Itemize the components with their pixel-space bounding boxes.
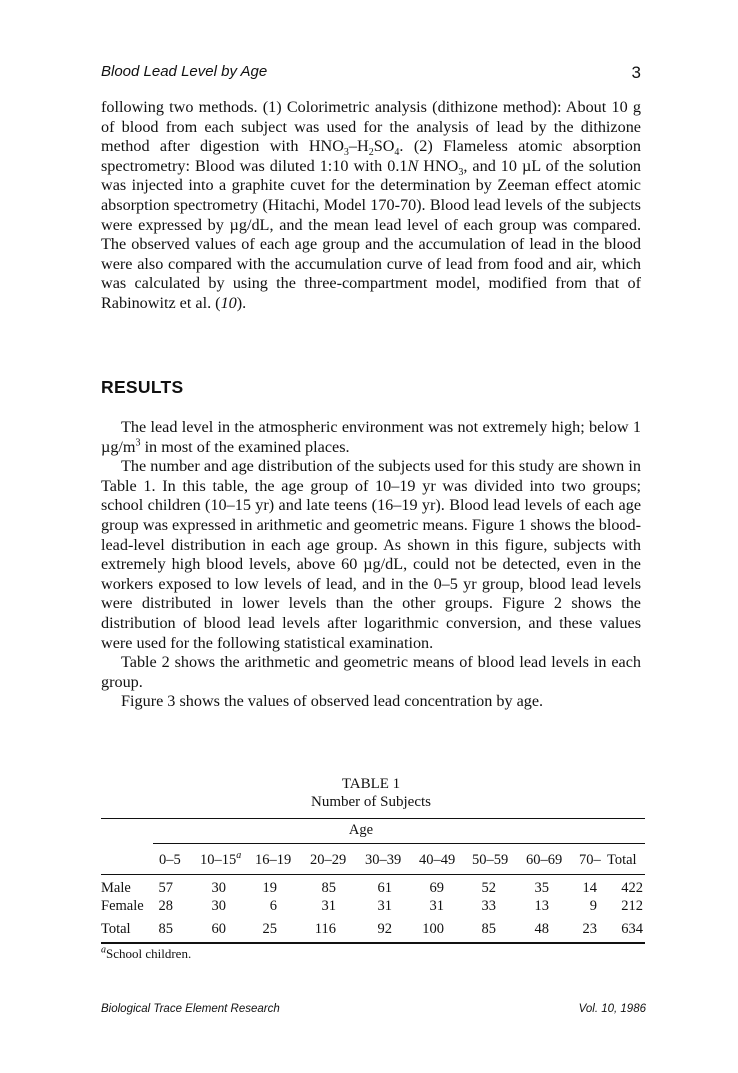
- methods-paragraph: following two methods. (1) Colorimetric analysis (dithizone method): About 10 g of blood from each subject was used for the analysis of lead by the dithizone method after digestion with $HNO_3-H_2SO_4$. (2) Flameless atomic absorption spectrometry: Blood was diluted 1:10 with 0.1N $HNO_3$, and 10 µL of the solution was injected into a graphite cuvet for the determination by Zeeman effect atomic absorption spectrometry (Hitachi, Model 170-70). Blood lead levels of the subjects were expressed by µg/dL, and the mean lead level of each group was compared. The observed values of each age group and the accumulation of lead in the blood were also compared with the accumulation curve of lead from food and air, which was calculated by using the three-compartment model, modified from that of Rabinowitz et al. (10).: [101, 98, 642, 312]
- running-foot: [101, 1003, 646, 1021]
- table-cell: 6: [269, 898, 277, 914]
- results-paragraph-2: The number and age distribution of the subjects used for this study are shown in Table 1. In this table, the age group of 10–19 yr was divided into two groups; school children (10–15 yr) and late teens (16–19 yr). Blood lead levels of each age group was expressed in arithmetic and geometric means. Figure 1 shows the blood-lead-level distribution in each age group. As shown in this figure, subjects with extremely high blood levels, above 60 µg/dL, could not be detected, even in the workers exposed to low levels of lead, and in the 0–5 yr group, blood lead levels were distributed in lower levels than the other groups. Figure 2 shows the distribution of blood lead levels after logarithmic conversion, and these values were used for the following statistical examination.: [101, 457, 641, 652]
- table-caption: [101, 775, 641, 811]
- table-cell: 69: [429, 880, 444, 896]
- table-cell: 30: [211, 880, 226, 896]
- table-cell: 212: [621, 898, 643, 914]
- table-cell: 92: [377, 921, 392, 937]
- col-header: 30–39: [365, 852, 402, 868]
- col-header: 60–69: [526, 852, 563, 868]
- row-label: Total: [101, 921, 131, 937]
- page-number: 3: [631, 63, 641, 82]
- section-heading-results: RESULTS: [101, 377, 184, 397]
- col-header: 40–49: [419, 852, 456, 868]
- table-cell: 116: [314, 921, 336, 937]
- table-cell: 48: [534, 921, 549, 937]
- table-cell: 13: [534, 898, 549, 914]
- running-head-title: Blood Lead Level by Age: [101, 63, 268, 80]
- table-cell: 61: [377, 880, 392, 896]
- results-paragraph-4: Figure 3 shows the values of observed lead concentration by age.: [121, 692, 544, 711]
- col-header: Total: [607, 852, 637, 868]
- age-header: Age: [348, 822, 374, 838]
- table-title: Number of Subjects: [311, 794, 431, 810]
- table-cell: 60: [211, 921, 226, 937]
- col-header: 70–: [579, 852, 601, 868]
- table-cell: 25: [262, 921, 277, 937]
- table-cell: 31: [321, 898, 336, 914]
- col-header: 20–29: [310, 852, 347, 868]
- col-header: 0–5: [159, 852, 181, 868]
- table-cell: 100: [422, 921, 444, 937]
- table-footnote: $^a$School children.: [101, 944, 192, 961]
- row-label: Male: [101, 880, 131, 896]
- volume-info: Vol. 10, 1986: [578, 1003, 646, 1015]
- table-cell: 57: [158, 880, 173, 896]
- reference-10: 10: [220, 293, 237, 312]
- table-cell: 31: [377, 898, 392, 914]
- table-cell: 23: [582, 921, 597, 937]
- results-paragraph-1: The lead level in the atmospheric environment was not extremely high; below 1 $\mu g/m^3$ in most of the examined places.: [101, 418, 641, 456]
- results-text: [101, 418, 641, 712]
- col-header: 10–15$^a$: [200, 850, 242, 868]
- table-cell: 19: [262, 880, 277, 896]
- results-paragraph-3: Table 2 shows the arithmetic and geometric means of blood lead levels in each group.: [101, 653, 641, 691]
- row-label: Female: [101, 898, 144, 914]
- table-cell: 85: [158, 921, 173, 937]
- table-cell: 52: [481, 880, 496, 896]
- table-label: TABLE 1: [341, 776, 401, 792]
- table-cell: 30: [211, 898, 226, 914]
- col-header: 16–19: [255, 852, 292, 868]
- table-cell: 33: [481, 898, 496, 914]
- table-cell: 28: [158, 898, 173, 914]
- table-cell: 31: [429, 898, 444, 914]
- table-cell: 634: [621, 921, 643, 937]
- journal-name: Biological Trace Element Research: [101, 1003, 280, 1015]
- table-cell: 85: [481, 921, 496, 937]
- table-cell: 85: [321, 880, 336, 896]
- table-cell: 422: [621, 880, 643, 896]
- running-head: [101, 63, 641, 85]
- table-cell: 14: [582, 880, 597, 896]
- table-cell: 35: [534, 880, 549, 896]
- col-header: 50–59: [472, 852, 509, 868]
- table-cell: 9: [589, 898, 597, 914]
